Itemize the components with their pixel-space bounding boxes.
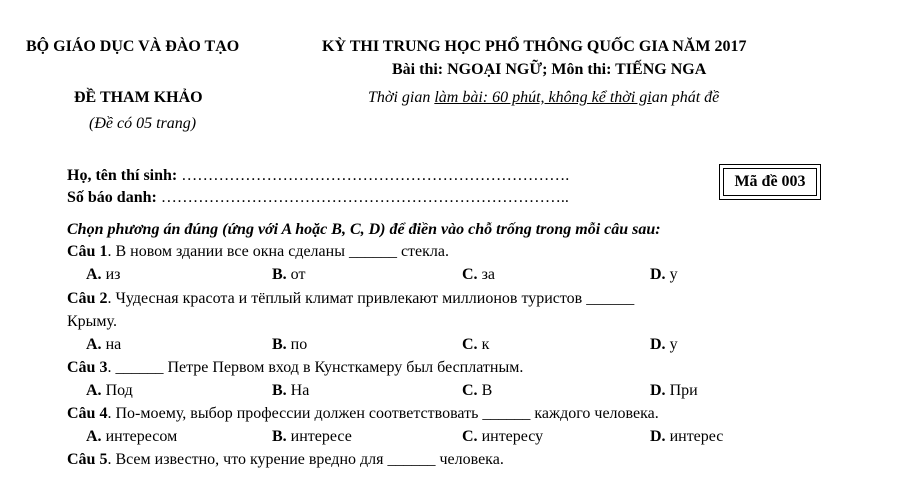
question-3-label: Câu 3 [67,359,108,376]
sample-exam-label: ĐỀ THAM KHẢO [74,89,203,106]
option-text: интерес [665,428,724,445]
question-5 [67,450,504,470]
question-1 [67,242,449,262]
option-letter: B. [272,336,287,353]
option-text: к [477,336,490,353]
ministry-name: BỘ GIÁO DỤC VÀ ĐÀO TẠO [26,38,240,55]
option-text: интересе [286,428,352,445]
question-2-continuation: Крыму. [67,313,117,330]
q1-option-b[interactable] [272,265,305,285]
candidate-id-row [67,188,569,208]
q4-option-c[interactable] [462,427,543,447]
subject-line: Bài thi: NGOẠI NGỮ; Môn thi: TIẾNG NGA [392,61,707,78]
option-letter: D. [650,336,666,353]
time-prefix: Thời gian [368,89,435,106]
exam-code-box [719,164,821,200]
q3-option-a[interactable] [86,381,133,401]
q1-option-d[interactable] [650,265,678,285]
question-3 [67,358,523,378]
question-5-text: . Всем известно, что курение вредно для ______ человека. [107,451,504,468]
question-2-text: . Чудесная красота и тёплый климат привлекают миллионов туристов ______ [107,290,635,307]
option-letter: A. [86,266,102,283]
option-letter: B. [272,428,287,445]
question-2-label: Câu 2 [67,290,108,307]
option-text: Под [101,382,133,399]
question-2 [67,289,634,309]
instruction-text: Chọn phương án đúng (ứng với A hoặc B, C, D) để điền vào chỗ trống trong mỗi câu sau: [67,221,661,238]
option-text: у [665,336,678,353]
question-1-label: Câu 1 [67,243,108,260]
option-text: у [665,266,678,283]
question-5-label: Câu 5 [67,451,108,468]
q3-option-c[interactable] [462,381,492,401]
time-allowed [368,88,719,108]
candidate-name-dots: ………………………………………………………………. [181,167,570,184]
time-underlined: làm bài: 60 phút, không kể thời gi [434,89,652,106]
option-text: из [101,266,121,283]
question-4 [67,404,659,424]
option-letter: B. [272,382,287,399]
candidate-id-dots: ………………………………………………………………….. [160,189,569,206]
option-letter: D. [650,266,666,283]
question-1-text: . В новом здании все окна сделаны ______ стекла. [107,243,450,260]
option-letter: C. [462,382,478,399]
q4-option-a[interactable] [86,427,177,447]
q1-option-c[interactable] [462,265,495,285]
q2-option-d[interactable] [650,335,678,355]
q2-option-b[interactable] [272,335,307,355]
q1-option-a[interactable] [86,265,120,285]
option-letter: D. [650,382,666,399]
question-4-text: . По-моему, выбор профессии должен соответствовать ______ каждого человека. [107,405,659,422]
question-4-label: Câu 4 [67,405,108,422]
candidate-name-label: Họ, tên thí sinh: [67,167,178,184]
option-text: интересом [101,428,178,445]
exam-code: Mã đề 003 [723,168,817,196]
option-text: В [477,382,493,399]
option-text: за [477,266,495,283]
option-letter: C. [462,428,478,445]
candidate-id-label: Số báo danh: [67,189,157,206]
option-text: по [286,336,308,353]
option-letter: A. [86,336,102,353]
exam-title: KỲ THI TRUNG HỌC PHỔ THÔNG QUỐC GIA NĂM 2017 [322,38,747,55]
time-suffix: an phát đề [651,89,720,106]
candidate-name-row [67,166,569,186]
option-letter: B. [272,266,287,283]
option-letter: C. [462,266,478,283]
q3-option-b[interactable] [272,381,309,401]
option-letter: D. [650,428,666,445]
question-3-text: . ______ Петре Первом вход в Кунсткамеру был бесплатным. [107,359,524,376]
pages-note: (Đề có 05 trang) [89,115,197,132]
q4-option-d[interactable] [650,427,723,447]
option-text: на [101,336,122,353]
option-letter: A. [86,382,102,399]
option-text: интересу [477,428,544,445]
q4-option-b[interactable] [272,427,352,447]
option-letter: C. [462,336,478,353]
q2-option-a[interactable] [86,335,121,355]
option-text: При [665,382,698,399]
option-text: от [286,266,306,283]
q2-option-c[interactable] [462,335,489,355]
option-text: На [286,382,310,399]
q3-option-d[interactable] [650,381,698,401]
option-letter: A. [86,428,102,445]
